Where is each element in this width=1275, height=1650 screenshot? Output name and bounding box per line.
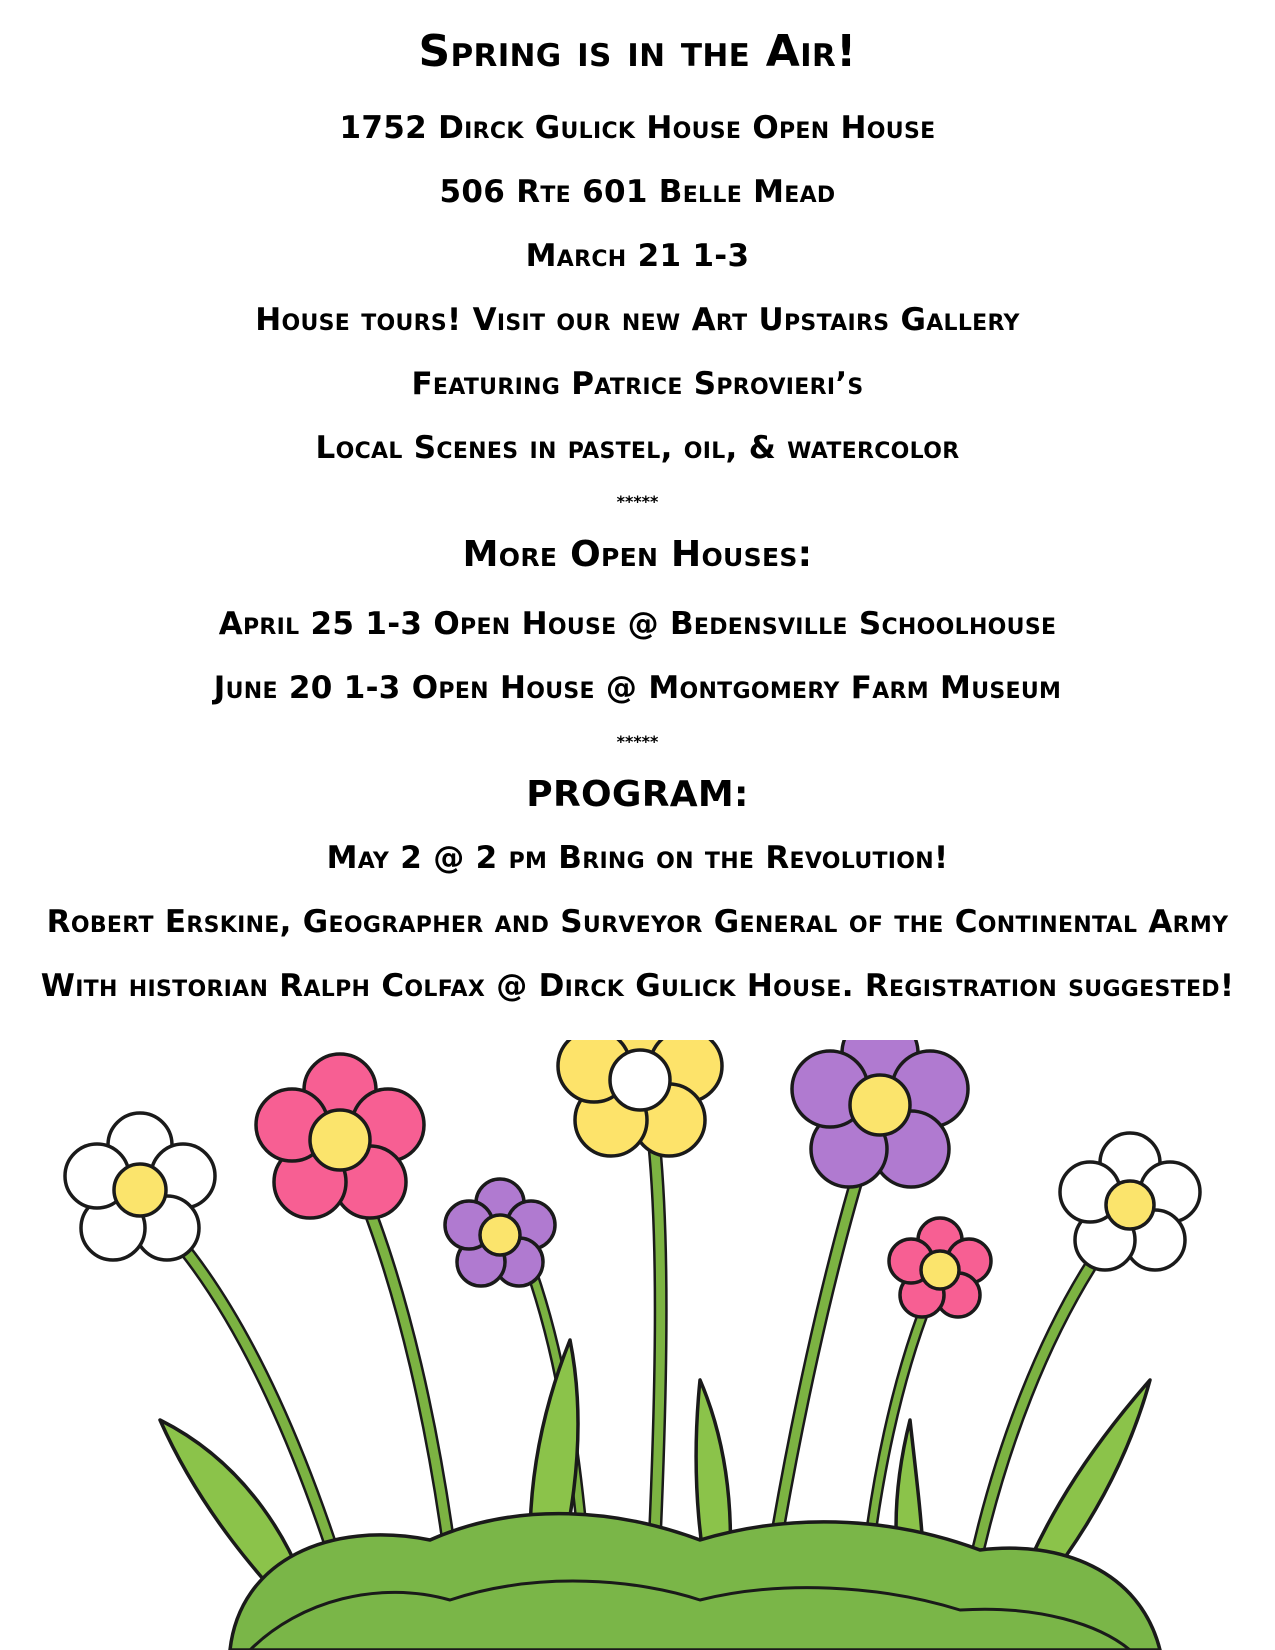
program-details: With historian Ralph Colfax @ Dirck Gulick House. Registration suggested! — [40, 968, 1235, 1004]
open-house-address: 506 Rte 601 Belle Mead — [439, 174, 836, 210]
separator: ***** — [616, 492, 659, 511]
more-open-houses-heading: More Open Houses: — [462, 534, 813, 575]
program-subject: Robert Erskine, Geographer and Surveyor General of the Continental Army — [46, 904, 1229, 940]
separator: ***** — [616, 732, 659, 751]
program-event: May 2 @ 2 pm Bring on the Revolution! — [326, 840, 949, 876]
open-house-scenes: Local Scenes in pastel, oil, & watercolor — [315, 430, 960, 466]
open-house-item: April 25 1-3 Open House @ Bedensville Schoolhouse — [218, 606, 1057, 642]
open-house-item: June 20 1-3 Open House @ Montgomery Farm Museum — [213, 670, 1062, 706]
flower-garden-icon — [0, 1040, 1275, 1650]
open-house-featuring: Featuring Patrice Sprovieri’s — [411, 366, 864, 402]
program-heading: PROGRAM: — [526, 774, 749, 815]
open-house-date: March 21 1-3 — [525, 238, 750, 274]
open-house-tours: House tours! Visit our new Art Upstairs Gallery — [255, 302, 1020, 338]
open-house-title: 1752 Dirck Gulick House Open House — [339, 110, 936, 146]
page-title: Spring is in the Air! — [418, 26, 857, 77]
